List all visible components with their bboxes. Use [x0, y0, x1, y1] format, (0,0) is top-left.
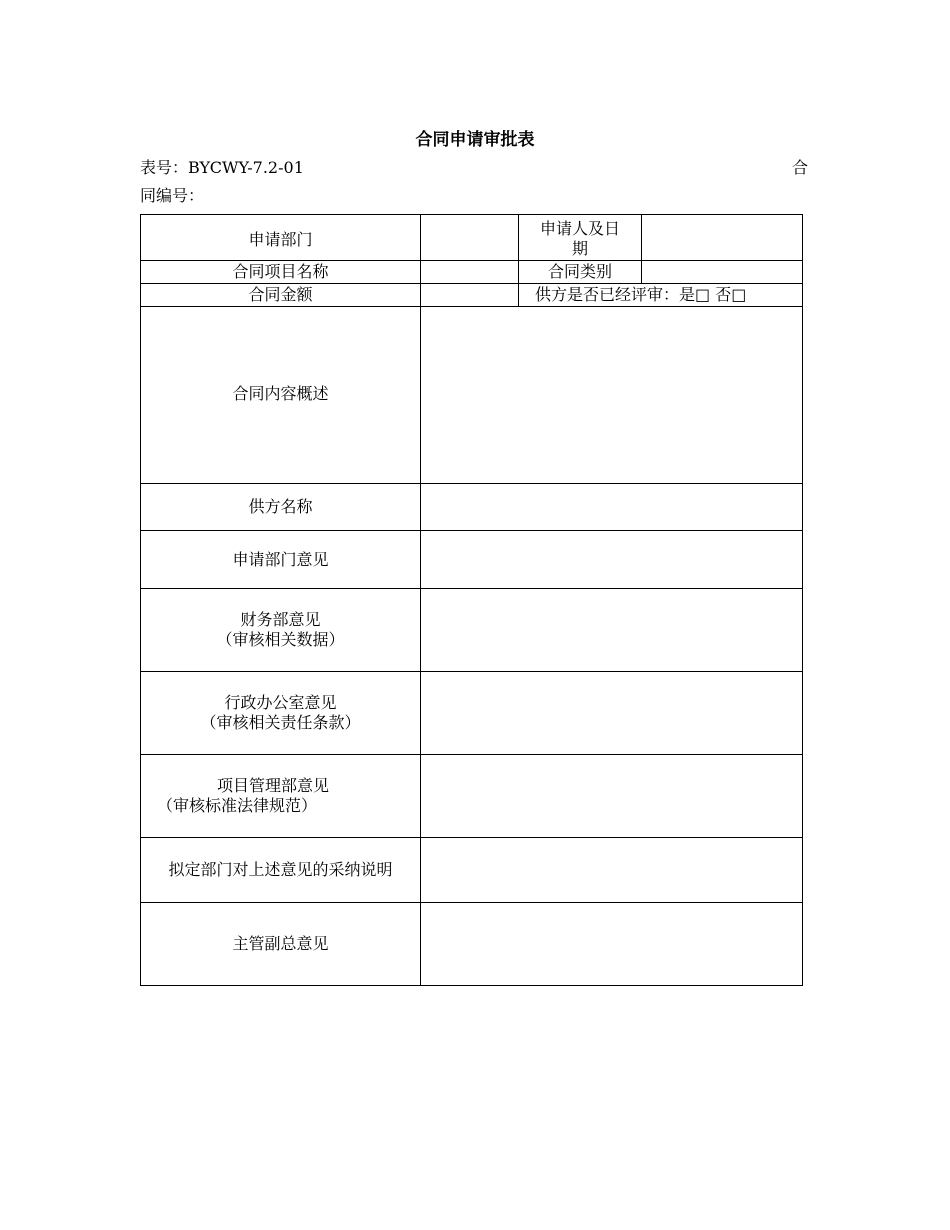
table-row [141, 903, 803, 986]
admin-office-opinion-value-cell[interactable] [421, 672, 803, 755]
contract-number-label-end: 同编号： [140, 186, 205, 205]
table-row [141, 484, 803, 531]
project-name-label: 合同项目名称 [141, 261, 421, 284]
contract-amount-value-cell[interactable] [421, 284, 519, 307]
contract-number-label-start: 合 [792, 158, 809, 177]
admin-office-opinion-label-line2: （审核相关责任条款） [200, 713, 361, 732]
vp-opinion-value-cell[interactable] [421, 903, 803, 986]
contract-amount-label: 合同金额 [141, 284, 421, 307]
form-title: 合同申请审批表 [415, 130, 535, 150]
adoption-note-value-cell[interactable] [421, 838, 803, 903]
project-mgmt-opinion-label-line1: 项目管理部意见 [217, 776, 330, 795]
table-row [141, 307, 803, 484]
finance-opinion-label-line1: 财务部意见 [240, 610, 321, 629]
admin-office-opinion-label-line1: 行政办公室意见 [224, 693, 337, 712]
finance-opinion-label [141, 589, 421, 672]
contract-type-value-cell[interactable] [642, 261, 803, 284]
project-mgmt-opinion-label [141, 755, 421, 838]
table-row [141, 672, 803, 755]
applicant-date-label-line2: 期 [571, 238, 588, 258]
content-summary-value-cell[interactable] [421, 307, 803, 484]
finance-opinion-label-line2: （审核相关数据） [216, 630, 345, 649]
vp-opinion-label: 主管副总意见 [141, 903, 421, 986]
table-row [141, 284, 803, 307]
finance-opinion-value-cell[interactable] [421, 589, 803, 672]
applicant-date-value-cell[interactable] [642, 215, 803, 261]
form-number: 表号：BYCWY-7.2-01 [140, 158, 304, 177]
table-row [141, 261, 803, 284]
supplier-name-value-cell[interactable] [421, 484, 803, 531]
adoption-note-label: 拟定部门对上述意见的采纳说明 [141, 838, 421, 903]
dept-opinion-value-cell[interactable] [421, 531, 803, 589]
contract-type-label: 合同类别 [519, 261, 642, 284]
supplier-name-label: 供方名称 [141, 484, 421, 531]
admin-office-opinion-label [141, 672, 421, 755]
applicant-date-label [519, 215, 642, 261]
project-name-value-cell[interactable] [421, 261, 519, 284]
table-row [141, 838, 803, 903]
content-summary-label: 合同内容概述 [141, 307, 421, 484]
apply-dept-label: 申请部门 [141, 215, 421, 261]
project-mgmt-opinion-label-line2: （审核标准法律规范） [157, 796, 318, 815]
apply-dept-value-cell[interactable] [421, 215, 519, 261]
table-row [141, 531, 803, 589]
table-row [141, 755, 803, 838]
project-mgmt-opinion-value-cell[interactable] [421, 755, 803, 838]
dept-opinion-label: 申请部门意见 [141, 531, 421, 589]
applicant-date-label-line1: 申请人及日 [539, 218, 620, 238]
table-row [141, 589, 803, 672]
approval-form-table [140, 214, 803, 986]
supplier-reviewed-checkbox-line[interactable]: 供方是否已经评审：是□ 否□ [519, 284, 803, 307]
table-row [141, 215, 803, 261]
